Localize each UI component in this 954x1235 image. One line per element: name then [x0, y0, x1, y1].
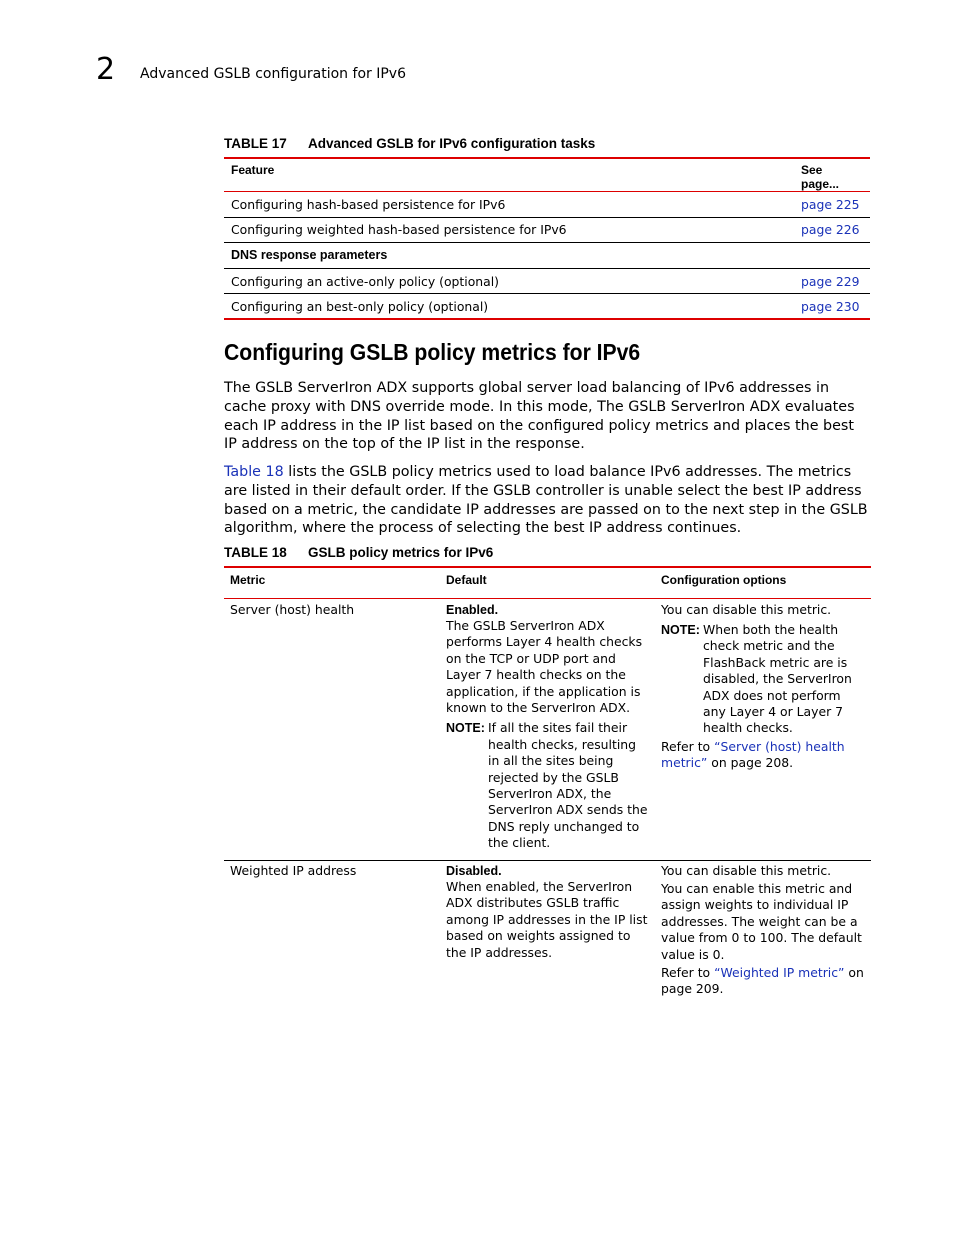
ref-link[interactable]: “Weighted IP metric” [714, 965, 845, 981]
table18-col-default: Default [440, 567, 655, 598]
table18-col-config: Configuration options [655, 567, 871, 598]
table18-col-metric: Metric [224, 567, 440, 598]
config-cell [655, 860, 871, 998]
table-ref-paragraph [224, 463, 870, 538]
page-link[interactable]: page 229 [794, 268, 870, 294]
section-label: DNS response parameters [224, 243, 870, 269]
feature-cell: Configuring an best-only policy (optional) [224, 294, 794, 320]
ref-link[interactable]: “Server (host) health metric” [661, 738, 845, 771]
table17-col-page: See page... [794, 158, 870, 192]
table18-title: GSLB policy metrics for IPv6 [308, 545, 494, 560]
cross-reference [661, 739, 865, 772]
ref-suffix: on page 208. [707, 755, 794, 771]
table18-caption [224, 544, 493, 562]
table17-title: Advanced GSLB for IPv6 configuration tasks [308, 136, 596, 151]
note-label: NOTE: [446, 721, 485, 736]
table-row [224, 192, 870, 218]
table17 [224, 157, 870, 320]
table-row [224, 598, 871, 860]
config-cell [655, 598, 871, 860]
table-section-row [224, 243, 870, 269]
config-text: You can disable this metric. [661, 862, 832, 878]
ref-prefix: Refer to [661, 965, 715, 981]
cross-reference [661, 965, 865, 998]
default-state: Disabled. [446, 863, 502, 878]
page-link[interactable]: page 230 [794, 294, 870, 320]
table18-link[interactable]: Table 18 [224, 464, 284, 480]
feature-cell: Configuring an active-only policy (optional) [224, 268, 794, 294]
config-text: You can enable this metric and assign weights to individual IP addresses. The weight can be a value from 0 to 100. The default value is 0. [661, 881, 862, 962]
table17-number: TABLE 17 [224, 136, 287, 151]
paragraph-text: lists the GSLB policy metrics used to load balance IPv6 addresses. The metrics are listed in their default order. If the GSLB controller is unable select the best IP address based on a metric, the candidate IP addresses are passed on to the next step in the GSLB algorithm, where the process of selecting the best IP address continues. [224, 464, 868, 537]
note [661, 622, 865, 737]
default-cell [440, 598, 655, 860]
table17-col-feature: Feature [224, 158, 794, 192]
feature-cell: Configuring hash-based persistence for IPv6 [224, 192, 794, 218]
note-text: When both the health check metric and the FlashBack metric are is disabled, the ServerIron ADX does not perform any Layer 4 or Layer 7 health checks. [703, 621, 852, 736]
table17-caption [224, 135, 595, 153]
default-text: The GSLB ServerIron ADX performs Layer 4 health checks on the TCP or UDP port and Layer 7 health checks on the application, if the application is known to the ServerIron ADX. [446, 617, 643, 715]
ref-suffix: on page 209. [661, 965, 864, 997]
intro-paragraph: The GSLB ServerIron ADX supports global server load balancing of IPv6 addresses in cache proxy with DNS override mode. In this mode, The GSLB ServerIron ADX evaluates each IP address in the IP list based on the configured policy metrics and places the best IP address on the top of the IP list in the response. [224, 380, 855, 453]
default-cell [440, 860, 655, 998]
chapter-number: 2 [96, 52, 116, 87]
table18-header-row [224, 567, 871, 598]
page-link[interactable]: page 225 [794, 192, 870, 218]
section-heading: Configuring GSLB policy metrics for IPv6 [224, 339, 641, 365]
metric-cell: Weighted IP address [230, 862, 357, 878]
ref-prefix: Refer to [661, 738, 715, 754]
default-state: Enabled. [446, 602, 499, 617]
chapter-title: Advanced GSLB configuration for IPv6 [140, 66, 406, 82]
table-row [224, 860, 871, 998]
table18 [224, 566, 871, 998]
page-link[interactable]: page 226 [794, 217, 870, 243]
note-text: If all the sites fail their health checks, resulting in all the sites being rejected by the GSLB ServerIron ADX, the ServerIron ADX sends the DNS reply unchanged to the client. [488, 720, 648, 851]
table17-header-row [224, 158, 870, 192]
config-text: You can disable this metric. [661, 601, 832, 617]
table-row [224, 217, 870, 243]
note [446, 720, 649, 851]
note-label: NOTE: [661, 622, 700, 637]
table-row [224, 268, 870, 294]
table18-number: TABLE 18 [224, 545, 287, 560]
default-text: When enabled, the ServerIron ADX distributes GSLB traffic among IP addresses in the IP list based on weights assigned to the IP addresses. [446, 879, 648, 960]
metric-cell: Server (host) health [224, 598, 440, 860]
feature-cell: Configuring weighted hash-based persistence for IPv6 [224, 217, 794, 243]
table-row [224, 294, 870, 320]
